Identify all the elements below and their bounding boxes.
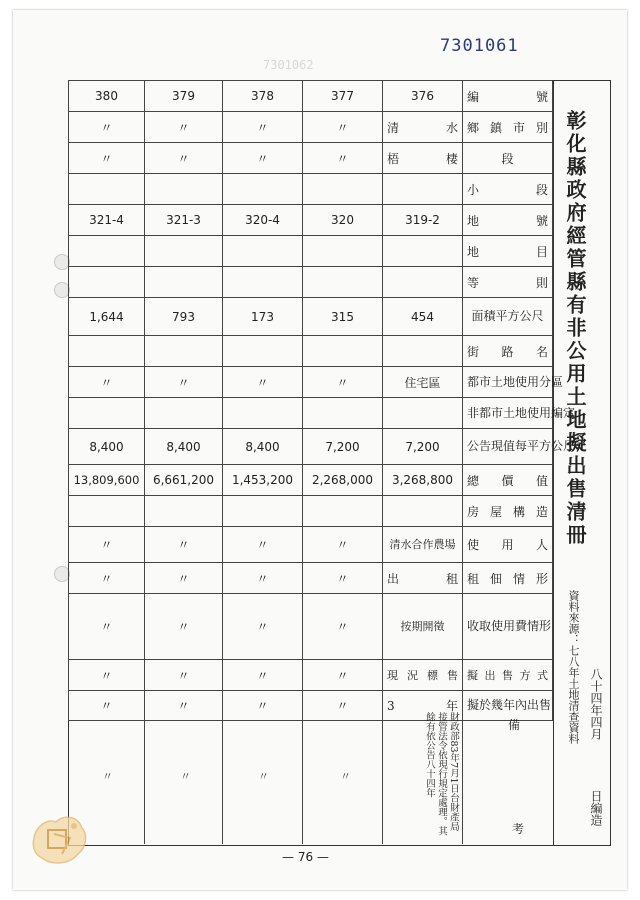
row-label: 非都市土地使用編定	[463, 398, 553, 429]
cell-method: 〃	[145, 660, 223, 691]
cell-lease: 〃	[223, 563, 303, 594]
table-row	[69, 496, 553, 527]
row-label: 段	[463, 143, 553, 174]
cell-value: 7,200	[303, 429, 383, 465]
cell-number: 380	[69, 81, 145, 112]
cell-method: 〃	[69, 660, 145, 691]
cell-zoning: 〃	[145, 367, 223, 398]
cell-township: 〃	[145, 112, 223, 143]
table-row	[69, 465, 553, 496]
remarks-row	[68, 708, 552, 844]
cell-total: 13,809,600	[69, 465, 145, 496]
cell-user: 清水合作農場	[383, 527, 463, 563]
cell-area: 315	[303, 298, 383, 336]
cell-user: 〃	[69, 527, 145, 563]
row-label: 擬出售方式	[463, 660, 553, 691]
cell-user: 〃	[303, 527, 383, 563]
table-row	[69, 267, 553, 298]
cell-years: 〃	[145, 691, 223, 721]
cell-value: 8,400	[145, 429, 223, 465]
cell-land-number: 320-4	[223, 205, 303, 236]
row-label: 面積平方公尺	[463, 298, 553, 336]
cell-value: 7,200	[383, 429, 463, 465]
cell-method: 〃	[303, 660, 383, 691]
cell-number: 376	[383, 81, 463, 112]
table-row	[69, 112, 553, 143]
cell-fee: 按期開徵	[383, 594, 463, 660]
cell-township: 清水	[383, 112, 463, 143]
page-number: — 76 —	[282, 850, 329, 864]
cell-method: 〃	[223, 660, 303, 691]
cell-fee: 〃	[223, 594, 303, 660]
data-source: 資料來源：七八年土地清查資料	[567, 590, 580, 744]
row-label: 房屋構造	[463, 496, 553, 527]
row-label: 街路名	[463, 336, 553, 367]
table-row	[69, 298, 553, 336]
table-row	[69, 594, 553, 660]
row-label: 擬於幾年內出售	[463, 691, 553, 721]
cell-township: 〃	[69, 112, 145, 143]
table-row	[69, 398, 553, 429]
cell-fee: 〃	[303, 594, 383, 660]
row-label: 地目	[463, 236, 553, 267]
cell-land-number: 321-4	[69, 205, 145, 236]
cell-total: 1,453,200	[223, 465, 303, 496]
cell-total: 6,661,200	[145, 465, 223, 496]
row-label: 使用人	[463, 527, 553, 563]
cell-land-number: 320	[303, 205, 383, 236]
cell-lease: 出租	[383, 563, 463, 594]
cell-number: 379	[145, 81, 223, 112]
cell-user: 〃	[223, 527, 303, 563]
cell-zoning: 住宅區	[383, 367, 463, 398]
table-row	[69, 236, 553, 267]
cell-section: 〃	[145, 143, 223, 174]
cell-land-number: 319-2	[383, 205, 463, 236]
row-label: 收取使用費情形	[463, 594, 553, 660]
document-title: 彰化縣政府經管縣有非公用土地擬出售清冊	[563, 110, 587, 547]
cell-zoning: 〃	[223, 367, 303, 398]
cell-section: 〃	[223, 143, 303, 174]
table-row	[69, 563, 553, 594]
cell-area: 454	[383, 298, 463, 336]
remark-note: 財政部83年7月1日台財產局接管法令依現行規定處理。其餘有依公告八十四年	[424, 712, 459, 836]
document-number: 7301061	[440, 36, 519, 56]
row-label: 編號	[463, 81, 553, 112]
cell-years: 〃	[223, 691, 303, 721]
row-label: 總價值	[463, 465, 553, 496]
cell-zoning: 〃	[69, 367, 145, 398]
cell-method: 現況標售	[383, 660, 463, 691]
cell-fee: 〃	[145, 594, 223, 660]
row-label: 公告現值每平方公尺	[463, 429, 553, 465]
table-row	[69, 429, 553, 465]
remark-label: 備	[508, 718, 521, 732]
cell-number: 377	[303, 81, 383, 112]
cell-user: 〃	[145, 527, 223, 563]
cell-number: 378	[223, 81, 303, 112]
table-row	[69, 143, 553, 174]
remark-ditto: 〃	[180, 770, 191, 783]
cell-township: 〃	[223, 112, 303, 143]
cell-lease: 〃	[303, 563, 383, 594]
cell-land-number: 321-3	[145, 205, 223, 236]
cell-fee: 〃	[69, 594, 145, 660]
cell-total: 2,268,000	[303, 465, 383, 496]
cell-years: 3年	[383, 691, 463, 721]
remark-ditto: 〃	[340, 770, 351, 783]
cell-lease: 〃	[145, 563, 223, 594]
cell-total: 3,268,800	[383, 465, 463, 496]
compiled-by: 日編造	[589, 790, 603, 826]
remark-ditto: 〃	[102, 770, 113, 783]
table-row	[69, 205, 553, 236]
archive-logo-icon	[26, 808, 94, 872]
cell-section: 梧棲	[383, 143, 463, 174]
cell-lease: 〃	[69, 563, 145, 594]
row-label: 都市土地使用分區	[463, 367, 553, 398]
cell-value: 8,400	[69, 429, 145, 465]
table-row	[69, 527, 553, 563]
row-label: 鄉鎮市別	[463, 112, 553, 143]
table-row	[69, 336, 553, 367]
row-label: 等則	[463, 267, 553, 298]
cell-section: 〃	[69, 143, 145, 174]
cell-section: 〃	[303, 143, 383, 174]
row-label: 地號	[463, 205, 553, 236]
cell-value: 8,400	[223, 429, 303, 465]
remark-label-foot: 考	[512, 822, 525, 836]
cell-township: 〃	[303, 112, 383, 143]
cell-years: 〃	[69, 691, 145, 721]
cell-zoning: 〃	[303, 367, 383, 398]
publication-date: 八十四年四月	[589, 668, 603, 740]
row-label: 租佃情形	[463, 563, 553, 594]
row-label: 小段	[463, 174, 553, 205]
cell-area: 1,644	[69, 298, 145, 336]
table-row	[69, 367, 553, 398]
remark-ditto: 〃	[258, 770, 269, 783]
cell-years: 〃	[303, 691, 383, 721]
cell-area: 793	[145, 298, 223, 336]
table-row	[69, 81, 553, 112]
cell-area: 173	[223, 298, 303, 336]
faint-document-number: 7301062	[263, 58, 314, 72]
table-row	[69, 660, 553, 691]
table-row	[69, 174, 553, 205]
